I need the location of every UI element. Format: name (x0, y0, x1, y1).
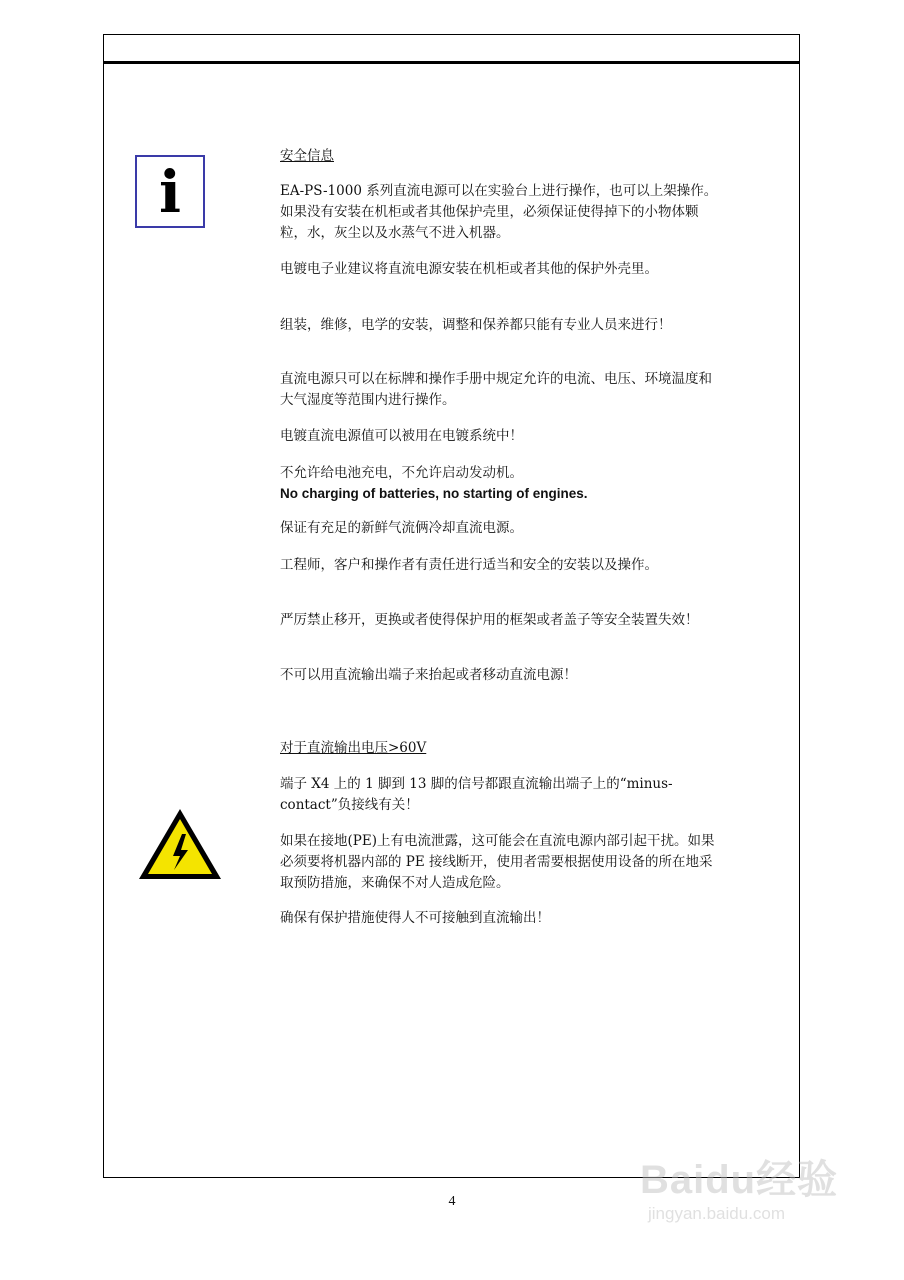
safety-p6-cn: 不允许给电池充电，不允许启动发动机。 (280, 465, 523, 480)
watermark-sub: jingyan.baidu.com (648, 1204, 786, 1223)
safety-p4-line2: 大气湿度等范围内进行操作。 (280, 392, 456, 408)
voltage-p2-line3: 取预防措施，来确保不对人造成危险。 (280, 875, 510, 891)
safety-heading: 安全信息 (280, 148, 334, 164)
safety-p1-line1: EA-PS-1000 系列直流电源可以在实验台上进行操作，也可以上架操作。 (280, 183, 718, 199)
page-header-bar (104, 35, 799, 64)
safety-p4-line1: 直流电源只可以在标牌和操作手册中规定允许的电流、电压、环境温度和 (280, 371, 712, 387)
voltage-p1-line2: contact”负接线有关！ (280, 797, 419, 813)
page-number: 4 (448, 1194, 456, 1209)
high-voltage-warning-icon (136, 806, 224, 882)
info-glyph: i (158, 157, 182, 226)
voltage-p2-line1: 如果在接地(PE)上有电流泄露，这可能会在直流电源内部引起干扰。如果 (280, 833, 715, 849)
safety-p9: 严厉禁止移开，更换或者使得保护用的框架或者盖子等安全装置失效！ (280, 612, 699, 628)
info-icon (135, 155, 205, 228)
safety-p2: 电镀电子业建议将直流电源安装在机柜或者其他的保护外壳里。 (280, 261, 658, 277)
safety-p3: 组装，维修，电学的安装，调整和保养都只能有专业人员来进行！ (280, 317, 672, 333)
watermark (640, 1148, 870, 1238)
safety-p1-line3: 粒，水，灰尘以及水蒸气不进入机器。 (280, 225, 510, 241)
watermark-main: Baidu经验 (640, 1158, 839, 1202)
voltage-p3: 确保有保护措施使得人不可接触到直流输出！ (280, 910, 550, 926)
safety-p6-en: No charging of batteries, no starting of engines. (280, 486, 588, 501)
voltage-heading: 对于直流输出电压>60V (280, 740, 427, 756)
voltage-p2-line2: 必须要将机器内部的 PE 接线断开，使用者需要根据使用设备的所在地采 (280, 854, 713, 870)
safety-p8: 工程师，客户和操作者有责任进行适当和安全的安装以及操作。 (280, 557, 658, 573)
safety-p1-line2: 如果没有安装在机柜或者其他保护壳里，必须保证使得掉下的小物体颗 (280, 204, 699, 220)
safety-p10: 不可以用直流输出端子来抬起或者移动直流电源！ (280, 667, 577, 683)
safety-p7: 保证有充足的新鲜气流俩冷却直流电源。 (280, 520, 523, 536)
voltage-p1-line1: 端子 X4 上的 1 脚到 13 脚的信号都跟直流输出端子上的“minus- (280, 776, 673, 792)
safety-p5: 电镀直流电源值可以被用在电镀系统中！ (280, 428, 523, 444)
